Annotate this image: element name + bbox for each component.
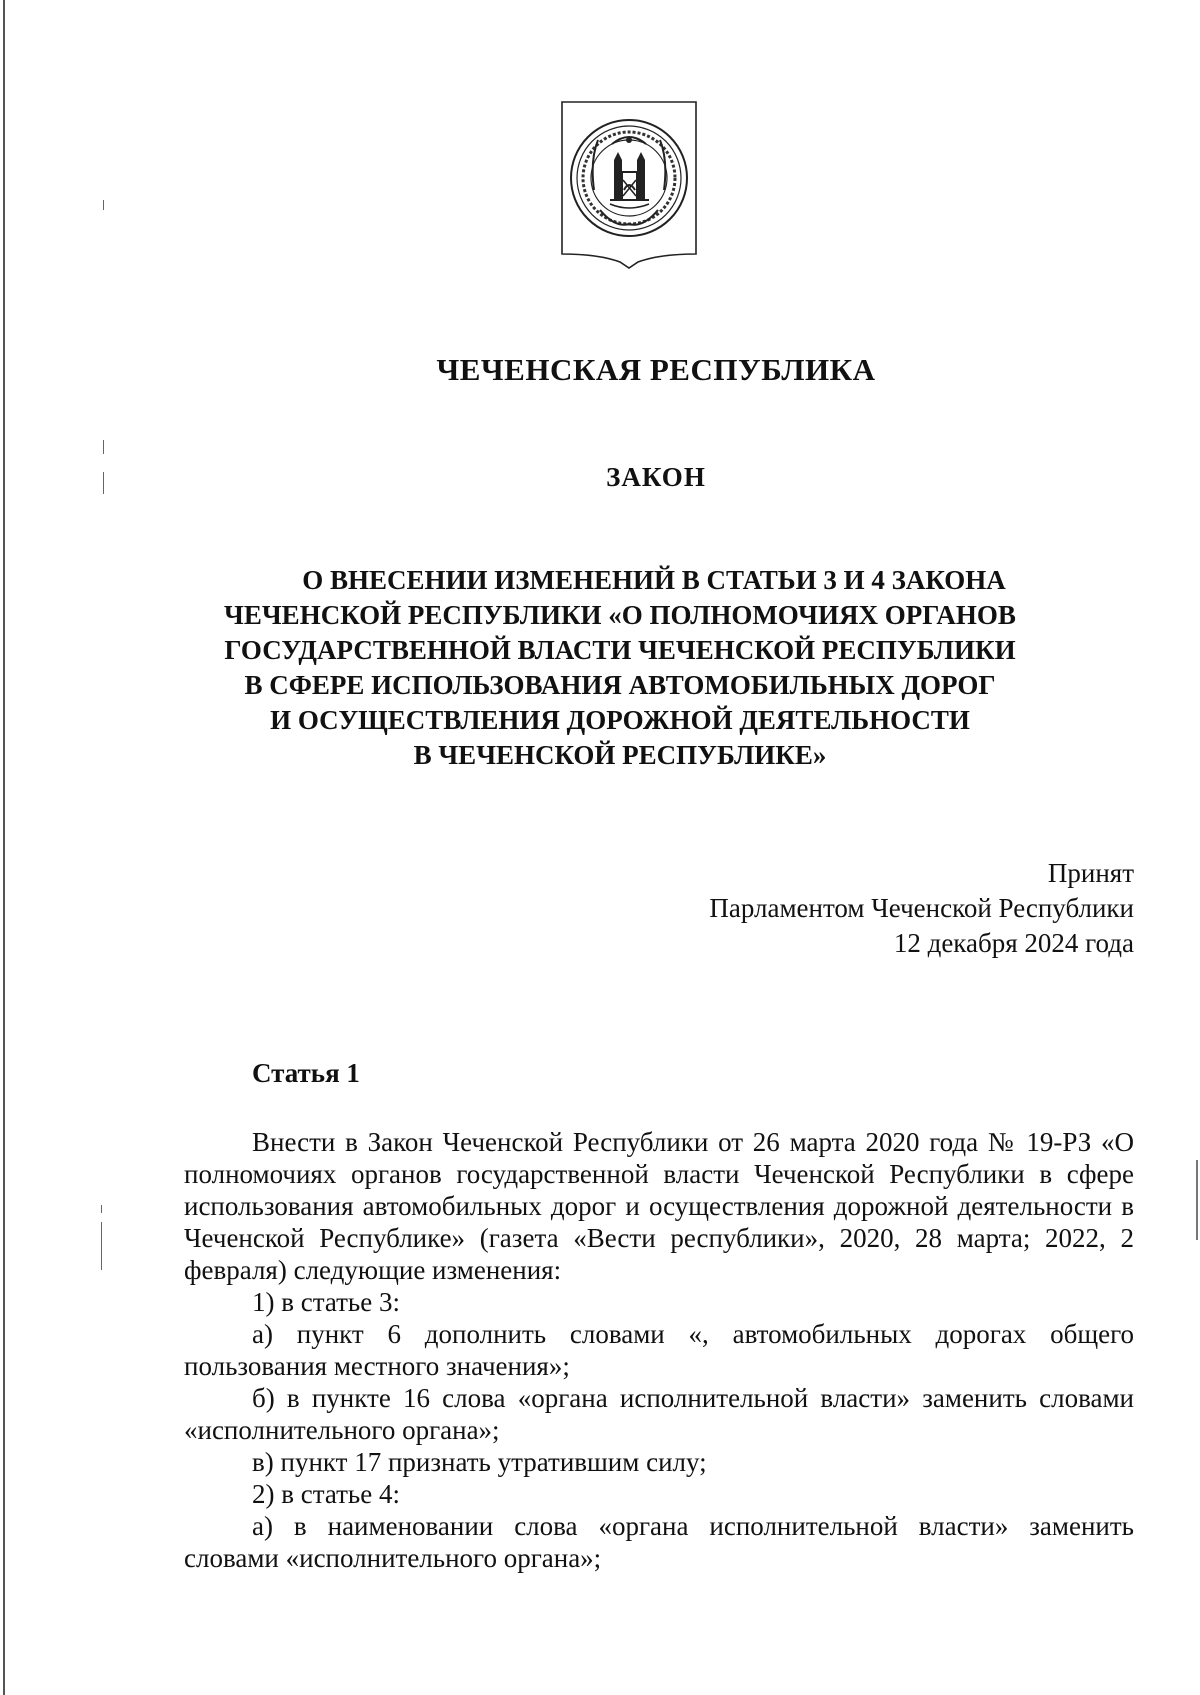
scan-mark [101, 1205, 102, 1213]
coat-of-arms-icon [560, 100, 698, 270]
scan-edge-line [3, 0, 5, 1695]
adoption-block [600, 856, 1134, 961]
law-title-line: ЧЕЧЕНСКОЙ РЕСПУБЛИКИ «О ПОЛНОМОЧИЯХ ОРГАНОВ [224, 600, 1016, 630]
scan-mark [103, 200, 104, 210]
scan-edge-line-right [1196, 1160, 1198, 1240]
law-title [180, 563, 1060, 773]
republic-title: ЧЕЧЕНСКАЯ РЕСПУБЛИКА [436, 352, 876, 387]
adoption-date: 12 декабря 2024 года [893, 928, 1134, 958]
paragraph: а) в наименовании слова «органа исполнительной власти» заменить словами «исполнительного органа»; [184, 1511, 1134, 1573]
paragraph: 1) в статье 3: [252, 1287, 400, 1317]
paragraph: а) пункт 6 дополнить словами «, автомобильных дорогах общего пользования местного значения»; [184, 1319, 1134, 1381]
law-title-line: ГОСУДАРСТВЕННОЙ ВЛАСТИ ЧЕЧЕНСКОЙ РЕСПУБЛИКИ [224, 635, 1016, 665]
paragraph: в) пункт 17 признать утратившим силу; [252, 1447, 707, 1477]
law-title-line: В ЧЕЧЕНСКОЙ РЕСПУБЛИКЕ» [413, 740, 827, 770]
scan-mark [101, 1238, 102, 1250]
law-title-line: В СФЕРЕ ИСПОЛЬЗОВАНИЯ АВТОМОБИЛЬНЫХ ДОРОГ [244, 670, 996, 700]
paragraph: Внести в Закон Чеченской Республики от 26 марта 2020 года № 19-РЗ «О полномочиях органов государственной власти Чеченской Республики в сфере использования автомобильных дорог и осуществления дорожной деятельности в Чеченской Республике» (газета «Вести республики», 2020, 28 марта; 2022, 2 февраля) следующие изменения: [184, 1127, 1134, 1285]
law-heading: ЗАКОН [606, 462, 706, 492]
law-title-line: И ОСУЩЕСТВЛЕНИЯ ДОРОЖНОЙ ДЕЯТЕЛЬНОСТИ [270, 705, 970, 735]
adoption-line: Парламентом Чеченской Республики [709, 893, 1134, 923]
adoption-line: Принят [1047, 858, 1134, 888]
paragraph: 2) в статье 4: [252, 1479, 400, 1509]
law-title-line: О ВНЕСЕНИИ ИЗМЕНЕНИЙ В СТАТЬИ 3 И 4 ЗАКОНА [302, 565, 1006, 595]
scan-mark [103, 440, 104, 454]
article-body [184, 1126, 1134, 1574]
article-heading: Статья 1 [252, 1058, 360, 1088]
paragraph: б) в пункте 16 слова «органа исполнительной власти» заменить словами «исполнительного органа»; [184, 1383, 1134, 1445]
